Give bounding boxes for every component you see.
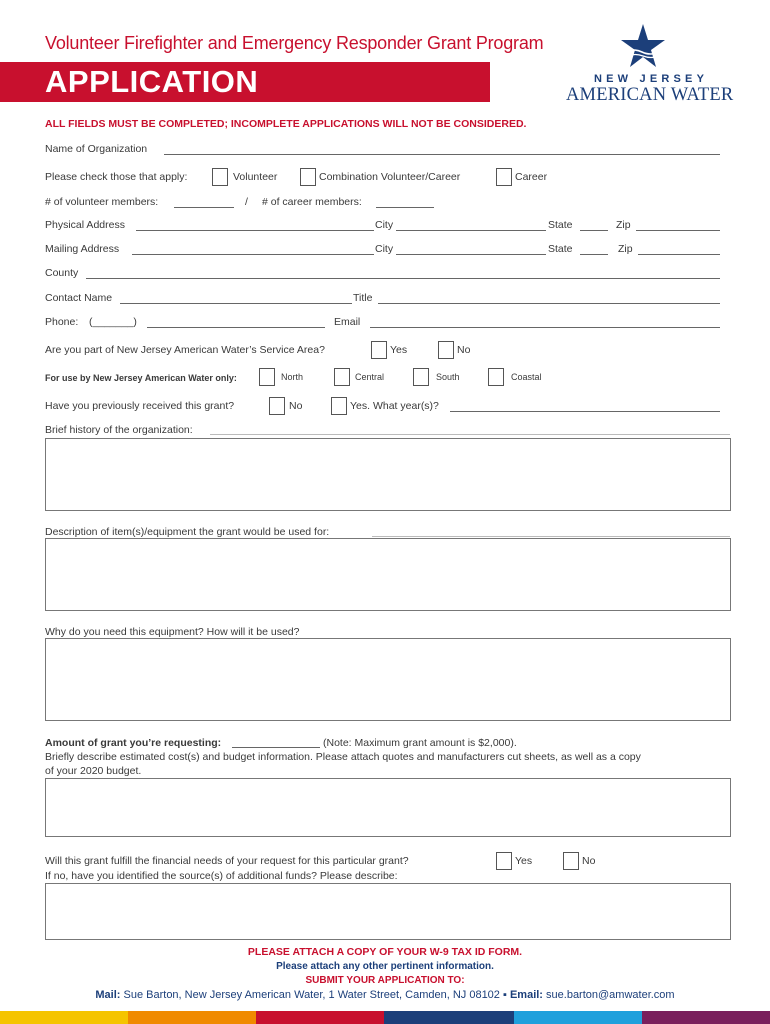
phone-area-code[interactable]: (_______): [89, 316, 137, 328]
amount-field[interactable]: [232, 747, 320, 748]
volunteer-checkbox[interactable]: [212, 168, 228, 186]
check-prompt: Please check those that apply:: [45, 171, 188, 183]
phone-label: Phone:: [45, 316, 79, 328]
footer-color-bar-5: [514, 1011, 642, 1024]
description-label: Description of item(s)/equipment the grant would be used for:: [45, 526, 330, 538]
budget-textarea[interactable]: [45, 778, 731, 837]
career-members-field[interactable]: [376, 207, 434, 208]
combination-checkbox[interactable]: [300, 168, 316, 186]
previous-no-label: No: [289, 400, 303, 412]
central-label: Central: [355, 372, 385, 382]
phone-field[interactable]: [147, 327, 325, 328]
physical-zip-label: Zip: [616, 219, 631, 231]
physical-zip-field[interactable]: [636, 230, 720, 231]
mailing-city-label: City: [375, 243, 394, 255]
logo-text-top: NEW JERSEY: [594, 73, 709, 85]
previous-no-checkbox[interactable]: [269, 397, 285, 415]
budget-instructions-line1: Briefly describe estimated cost(s) and budget information. Please attach quotes and manufacturers cut sheets, as well as a copy: [45, 751, 641, 763]
previous-years-field[interactable]: [450, 411, 720, 412]
volunteer-members-label: # of volunteer members:: [45, 196, 159, 208]
history-label: Brief history of the organization:: [45, 424, 193, 436]
banner-title: APPLICATION: [45, 64, 259, 99]
mail-address: Sue Barton, New Jersey American Water, 1 Water Street, Camden, NJ 08102: [123, 989, 500, 1001]
w9-notice: PLEASE ATTACH A COPY OF YOUR W-9 TAX ID FORM.: [247, 946, 523, 958]
physical-city-field[interactable]: [396, 230, 546, 231]
footer-color-bar-1: [0, 1011, 128, 1024]
coastal-checkbox[interactable]: [488, 368, 504, 386]
mailing-city-field[interactable]: [396, 254, 546, 255]
central-checkbox[interactable]: [334, 368, 350, 386]
mailing-state-label: State: [548, 243, 573, 255]
description-label-rule: [372, 536, 730, 537]
program-title: Volunteer Firefighter and Emergency Responder Grant Program: [45, 33, 544, 53]
mailing-address-field[interactable]: [132, 254, 374, 255]
fulfill-no-label: No: [582, 855, 596, 867]
physical-address-label: Physical Address: [45, 219, 125, 231]
county-label: County: [45, 267, 79, 279]
why-textarea[interactable]: [45, 638, 731, 721]
physical-state-label: State: [548, 219, 573, 231]
email-label: Email: [334, 316, 361, 328]
north-checkbox[interactable]: [259, 368, 275, 386]
service-area-question: Are you part of New Jersey American Water’s Service Area?: [45, 344, 325, 356]
history-label-rule: [210, 434, 730, 435]
career-label: Career: [515, 171, 548, 183]
amount-note: (Note: Maximum grant amount is $2,000).: [323, 737, 517, 749]
career-checkbox[interactable]: [496, 168, 512, 186]
org-name-field[interactable]: [164, 154, 720, 155]
previous-yes-checkbox[interactable]: [331, 397, 347, 415]
email-address-link[interactable]: sue.barton@amwater.com: [546, 989, 675, 1001]
volunteer-label: Volunteer: [233, 171, 278, 183]
title-field[interactable]: [378, 303, 720, 304]
mail-label: Mail:: [95, 989, 121, 1001]
previous-yes-label: Yes. What year(s)?: [350, 400, 439, 412]
career-members-label: # of career members:: [262, 196, 362, 208]
physical-address-field[interactable]: [136, 230, 374, 231]
mailing-zip-field[interactable]: [638, 254, 720, 255]
fulfill-question: Will this grant fulfill the financial needs of your request for this particular grant?: [45, 855, 409, 867]
org-name-label: Name of Organization: [45, 143, 148, 155]
mailing-address-label: Mailing Address: [45, 243, 120, 255]
sources-textarea[interactable]: [45, 883, 731, 940]
south-checkbox[interactable]: [413, 368, 429, 386]
coastal-label: Coastal: [511, 372, 542, 382]
mailing-state-field[interactable]: [580, 254, 608, 255]
physical-state-field[interactable]: [580, 230, 608, 231]
service-area-yes-checkbox[interactable]: [371, 341, 387, 359]
submit-heading: SUBMIT YOUR APPLICATION TO:: [305, 975, 465, 986]
previous-grant-question: Have you previously received this grant?: [45, 400, 235, 412]
footer-color-bar-2: [128, 1011, 256, 1024]
physical-city-label: City: [375, 219, 394, 231]
attach-other-notice: Please attach any other pertinent information.: [276, 961, 494, 972]
combination-label: Combination Volunteer/Career: [319, 171, 461, 183]
fulfill-no-checkbox[interactable]: [563, 852, 579, 870]
north-label: North: [281, 372, 304, 382]
mail-line: [0, 989, 770, 1001]
footer-color-bar-4: [384, 1011, 514, 1024]
star-logo-icon: [620, 24, 666, 68]
footer-color-bar-3: [256, 1011, 384, 1024]
sources-question: If no, have you identified the source(s) of additional funds? Please describe:: [45, 870, 398, 882]
footer-color-bar-6: [642, 1011, 770, 1024]
south-label: South: [436, 372, 460, 382]
footer-bullet: ▪: [502, 989, 507, 1001]
volunteer-members-field[interactable]: [174, 207, 234, 208]
service-area-no-checkbox[interactable]: [438, 341, 454, 359]
contact-name-label: Contact Name: [45, 292, 113, 304]
nj-use-only-label: For use by New Jersey American Water only:: [45, 373, 237, 383]
contact-name-field[interactable]: [120, 303, 352, 304]
budget-instructions-line2: of your 2020 budget.: [45, 765, 142, 777]
title-label: Title: [353, 292, 373, 304]
why-label: Why do you need this equipment? How will it be used?: [45, 626, 300, 638]
email-field[interactable]: [370, 327, 720, 328]
fulfill-yes-checkbox[interactable]: [496, 852, 512, 870]
county-field[interactable]: [86, 278, 720, 279]
description-textarea[interactable]: [45, 538, 731, 611]
service-area-no-label: No: [457, 344, 471, 356]
service-area-yes-label: Yes: [390, 344, 408, 356]
logo-text-bottom: AMERICAN WATER: [566, 85, 734, 105]
members-separator: /: [245, 196, 248, 208]
mailing-zip-label: Zip: [618, 243, 633, 255]
amount-label: Amount of grant you’re requesting:: [45, 737, 222, 749]
warning-text: ALL FIELDS MUST BE COMPLETED; INCOMPLETE APPLICATIONS WILL NOT BE CONSIDERED.: [45, 118, 527, 130]
history-textarea[interactable]: [45, 438, 731, 511]
fulfill-yes-label: Yes: [515, 855, 533, 867]
email-footer-label: Email:: [509, 989, 543, 1001]
